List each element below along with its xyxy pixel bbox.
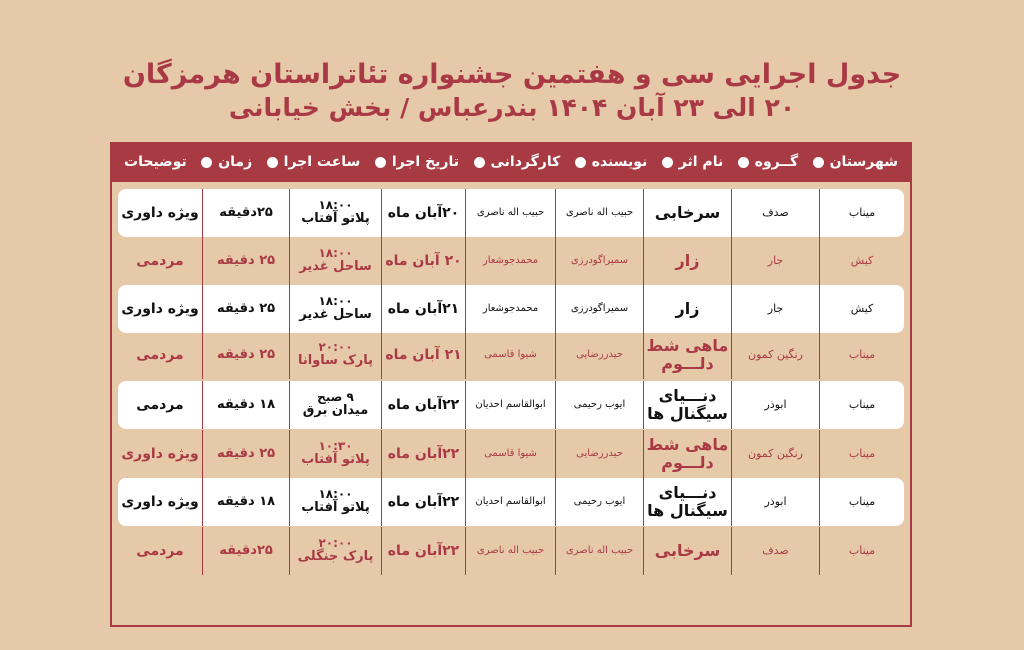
venue: ساحل غدیر (299, 259, 372, 275)
header-label: گــروه (754, 154, 799, 170)
table-row (118, 381, 904, 429)
play-title-cell: سرخابی (643, 189, 731, 237)
duration-cell: ۱۸ دقیقه (202, 478, 289, 526)
header-date (375, 154, 459, 170)
writer-cell: سمیراگودرزی (555, 237, 643, 285)
duration-cell: ۲۵ دقیقه (202, 237, 289, 285)
notes-cell: ویژه داوری (121, 300, 199, 317)
venue: پلاتو آفتاب (301, 211, 370, 227)
time-cell (289, 331, 381, 379)
header-label: نویسنده (591, 154, 648, 170)
city-cell: میناب (819, 527, 904, 575)
notes-cell: مردمی (136, 542, 184, 559)
time-value: ۱۸:۰۰ (318, 245, 353, 260)
venue: پارک جنگلی (297, 549, 374, 565)
notes-cell: ویژه داوری (121, 445, 199, 462)
duration-cell: ۲۵دقیقه (202, 527, 289, 575)
group-cell: ابوذر (731, 381, 819, 429)
director-cell: حبیب اله ناصری (465, 189, 555, 237)
director-cell: ابوالقاسم احدیان (465, 478, 555, 526)
director-cell: شیوا قاسمی (465, 430, 555, 478)
city-cell: میناب (819, 331, 904, 379)
header-duration (201, 154, 252, 170)
time-cell (289, 430, 381, 478)
city-cell: میناب (819, 189, 904, 237)
time-cell (289, 237, 381, 285)
time-value: ۱۰:۳۰ (318, 438, 353, 453)
duration-cell: ۲۵ دقیقه (202, 285, 289, 333)
director-cell: ابوالقاسم احدیان (465, 381, 555, 429)
time-value: ۹ صبح (317, 389, 354, 404)
director-cell: محمدجوشعار (465, 285, 555, 333)
header-label: کارگردانی (490, 154, 561, 170)
title-line-2: ۲۰ الی ۲۳ آبان ۱۴۰۴ بندرعباس / بخش خیابانی (228, 93, 796, 122)
header-label: ساعت اجرا (283, 154, 361, 170)
header-director (474, 154, 561, 170)
group-cell: رنگین کمون (731, 331, 819, 379)
date-cell: ۲۲آبان ماه (381, 478, 465, 526)
group-cell: جار (731, 285, 819, 333)
header-title (662, 154, 723, 170)
time-value: ۲۰:۰۰ (318, 535, 353, 550)
venue: ساحل غدیر (299, 307, 372, 323)
table-row (118, 285, 904, 333)
header-label: زمان (218, 154, 253, 170)
writer-cell: ایوب رحیمی (555, 478, 643, 526)
play-title-cell: ماهی شط دلـــوم (643, 331, 731, 379)
date-cell: ۲۰ آبان ماه (381, 237, 465, 285)
header-label: توضیحات (124, 154, 187, 170)
date-cell: ۲۲آبان ماه (381, 527, 465, 575)
page-title (0, 58, 1024, 124)
play-title-cell: زار (643, 285, 731, 333)
duration-cell: ۲۵ دقیقه (202, 430, 289, 478)
writer-cell: حبیب اله ناصری (555, 527, 643, 575)
time-value: ۱۸:۰۰ (318, 197, 353, 212)
director-cell: محمدجوشعار (465, 237, 555, 285)
date-cell: ۲۱ آبان ماه (381, 331, 465, 379)
notes-cell: مردمی (136, 346, 184, 363)
city-cell: کیش (819, 285, 904, 333)
table-row (118, 237, 904, 285)
bullet-icon (474, 157, 485, 168)
notes-cell: ویژه داوری (121, 493, 199, 510)
time-cell (289, 527, 381, 575)
writer-cell: حبیب اله ناصری (555, 189, 643, 237)
date-cell: ۲۲آبان ماه (381, 430, 465, 478)
table-row (118, 527, 904, 575)
date-cell: ۲۱آبان ماه (381, 285, 465, 333)
group-cell: صدف (731, 527, 819, 575)
title-line-1: جدول اجرایی سی و هفتمین جشنواره تئاتراستان هرمزگان (122, 59, 902, 90)
header-time (267, 154, 361, 170)
header-label: نام اثر (678, 154, 724, 170)
table-row (118, 189, 904, 237)
play-title-cell: زار (643, 237, 731, 285)
header-notes (124, 154, 187, 170)
bullet-icon (575, 157, 586, 168)
time-cell (289, 478, 381, 526)
play-title-cell: دنـــیای سیگنال ها (643, 381, 731, 429)
bullet-icon (267, 157, 278, 168)
table-row (118, 331, 904, 379)
city-cell: میناب (819, 478, 904, 526)
time-value: ۱۸:۰۰ (318, 486, 353, 501)
table-row (118, 430, 904, 478)
date-cell: ۲۰آبان ماه (381, 189, 465, 237)
play-title-cell: دنـــیای سیگنال ها (643, 478, 731, 526)
notes-cell: مردمی (136, 396, 184, 413)
director-cell: شیوا قاسمی (465, 331, 555, 379)
time-cell (289, 381, 381, 429)
bullet-icon (201, 157, 212, 168)
duration-cell: ۲۵ دقیقه (202, 331, 289, 379)
writer-cell: ایوب رحیمی (555, 381, 643, 429)
venue: پارک ساوانا (297, 353, 374, 369)
group-cell: صدف (731, 189, 819, 237)
notes-cell: ویژه داوری (121, 204, 199, 221)
header-label: شهرستان (829, 154, 898, 170)
table-header (110, 142, 912, 182)
notes-cell: مردمی (136, 252, 184, 269)
play-title-cell: سرخابی (643, 527, 731, 575)
venue: پلاتو آفتاب (301, 452, 370, 468)
venue: میدان برق (302, 403, 369, 419)
duration-cell: ۱۸ دقیقه (202, 381, 289, 429)
group-cell: جار (731, 237, 819, 285)
group-cell: ابوذر (731, 478, 819, 526)
bullet-icon (662, 157, 673, 168)
time-value: ۲۰:۰۰ (318, 339, 353, 354)
time-cell (289, 285, 381, 333)
time-cell (289, 189, 381, 237)
time-value: ۱۸:۰۰ (318, 293, 353, 308)
writer-cell: سمیراگودرزی (555, 285, 643, 333)
director-cell: حبیب اله ناصری (465, 527, 555, 575)
bullet-icon (375, 157, 386, 168)
duration-cell: ۲۵دقیقه (202, 189, 289, 237)
play-title-cell: ماهی شط دلـــوم (643, 430, 731, 478)
header-writer (575, 154, 648, 170)
header-city (813, 154, 898, 170)
writer-cell: حیدررضایی (555, 430, 643, 478)
table-row (118, 478, 904, 526)
venue: پلاتو آفتاب (301, 500, 370, 516)
date-cell: ۲۲آبان ماه (381, 381, 465, 429)
city-cell: میناب (819, 430, 904, 478)
bullet-icon (813, 157, 824, 168)
header-label: تاریخ اجرا (391, 154, 460, 170)
header-group (738, 154, 798, 170)
city-cell: میناب (819, 381, 904, 429)
bullet-icon (738, 157, 749, 168)
group-cell: رنگین کمون (731, 430, 819, 478)
city-cell: کیش (819, 237, 904, 285)
writer-cell: حیدررضایی (555, 331, 643, 379)
